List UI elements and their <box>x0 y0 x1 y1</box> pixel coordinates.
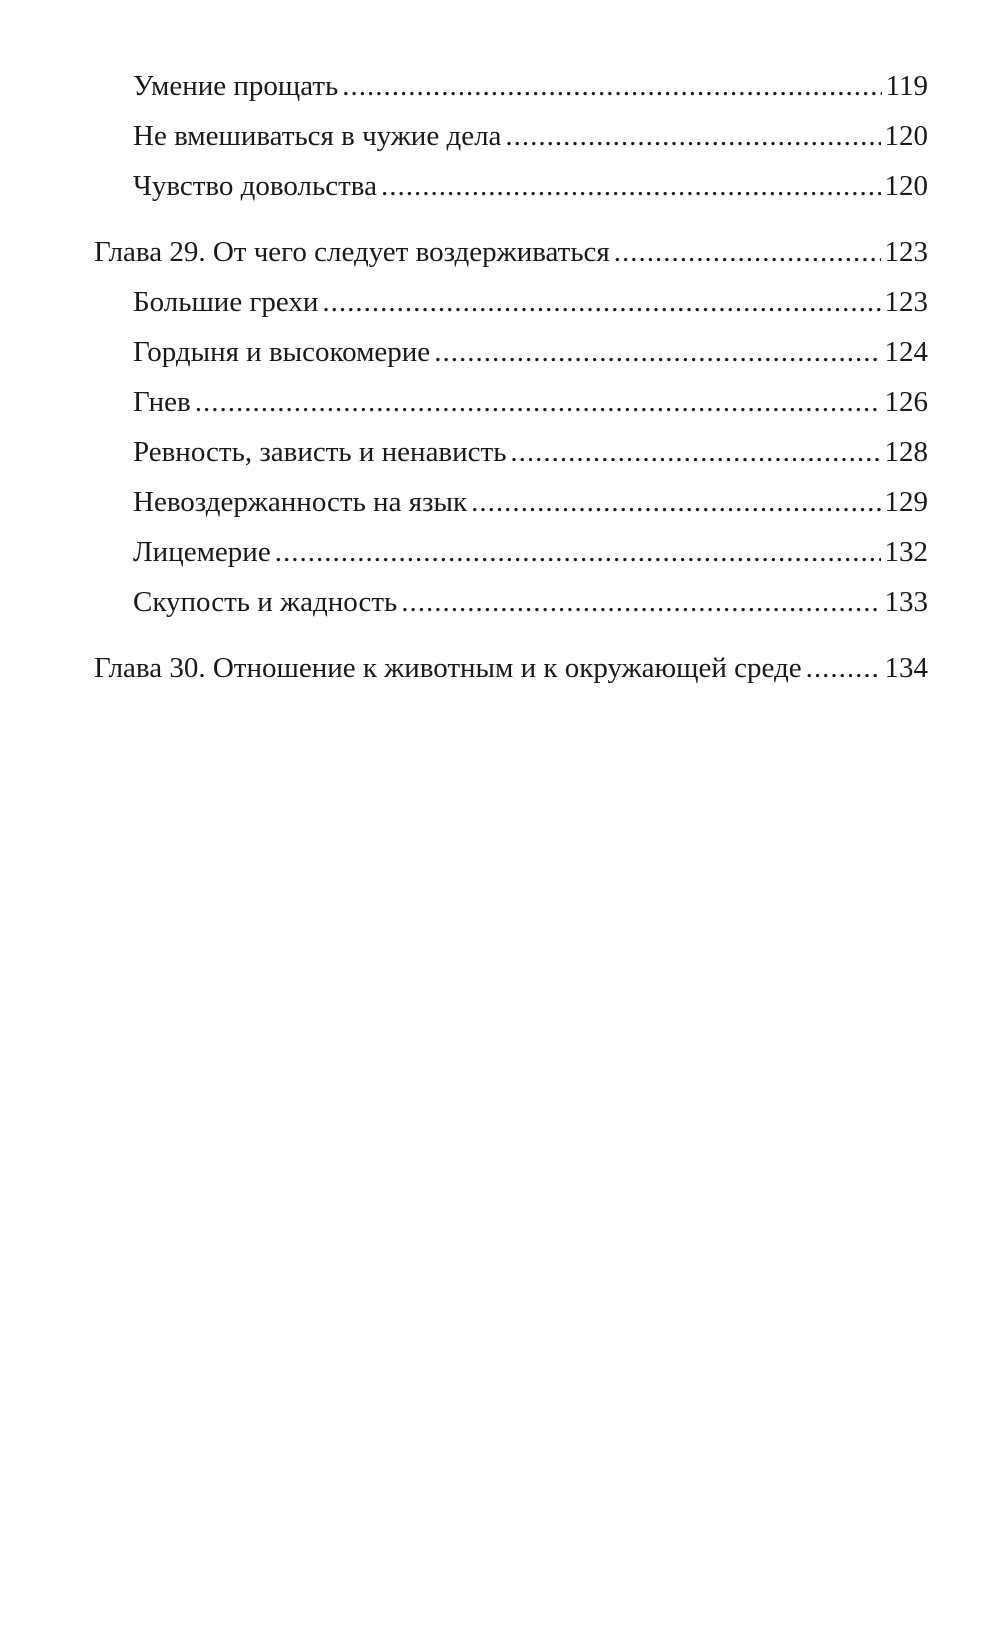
toc-entry-page: 126 <box>884 386 928 418</box>
toc-entry <box>133 168 928 204</box>
toc-entry-title: Чувство довольства <box>133 170 377 202</box>
toc-entry-page: 124 <box>884 336 928 368</box>
toc-chapter-title: Глава 29. От чего следует воздерживаться <box>94 236 610 268</box>
toc-entry-title: Большие грехи <box>133 286 319 318</box>
toc-entry-title: Умение прощать <box>133 70 339 102</box>
dot-leader <box>401 584 880 620</box>
toc-entry-page: 120 <box>884 120 928 152</box>
dot-leader <box>342 68 881 104</box>
toc-entry-page: 129 <box>884 486 928 518</box>
toc-entry <box>133 118 928 154</box>
dot-leader <box>806 650 881 686</box>
toc-entry <box>133 284 928 320</box>
dot-leader <box>381 168 881 204</box>
toc-chapter-page: 134 <box>884 652 928 684</box>
dot-leader <box>322 284 880 320</box>
toc-entry <box>133 534 928 570</box>
toc-entry-title: Гордыня и высокомерие <box>133 336 431 368</box>
dot-leader <box>434 334 880 370</box>
toc-chapter <box>94 234 928 270</box>
toc-entry-title: Лицемерие <box>133 536 271 568</box>
toc-entry <box>133 68 928 104</box>
toc-entry <box>133 384 928 420</box>
toc-chapter <box>94 650 928 686</box>
toc-entry-title: Не вмешиваться в чужие дела <box>133 120 502 152</box>
toc-entry <box>133 334 928 370</box>
toc-entry-page: 119 <box>885 70 928 102</box>
toc-entry-page: 132 <box>884 536 928 568</box>
toc-entry <box>133 484 928 520</box>
dot-leader <box>195 384 881 420</box>
toc-chapter-title: Глава 30. Отношение к животным и к окружающей среде <box>94 652 802 684</box>
toc-entry-page: 128 <box>884 436 928 468</box>
toc-entry-page: 123 <box>884 286 928 318</box>
toc-entry <box>133 434 928 470</box>
dot-leader <box>505 118 880 154</box>
toc-entry-title: Ревность, зависть и ненависть <box>133 436 507 468</box>
toc-entry-page: 133 <box>884 586 928 618</box>
dot-leader <box>614 234 881 270</box>
toc-entry-page: 120 <box>884 170 928 202</box>
toc-chapter-page: 123 <box>884 236 928 268</box>
dot-leader <box>275 534 881 570</box>
toc-entry-title: Скупость и жадность <box>133 586 398 618</box>
toc-entry <box>133 584 928 620</box>
dot-leader <box>510 434 880 470</box>
dot-leader <box>471 484 880 520</box>
toc-entry-title: Невоздержанность на язык <box>133 486 468 518</box>
toc-entry-title: Гнев <box>133 386 191 418</box>
